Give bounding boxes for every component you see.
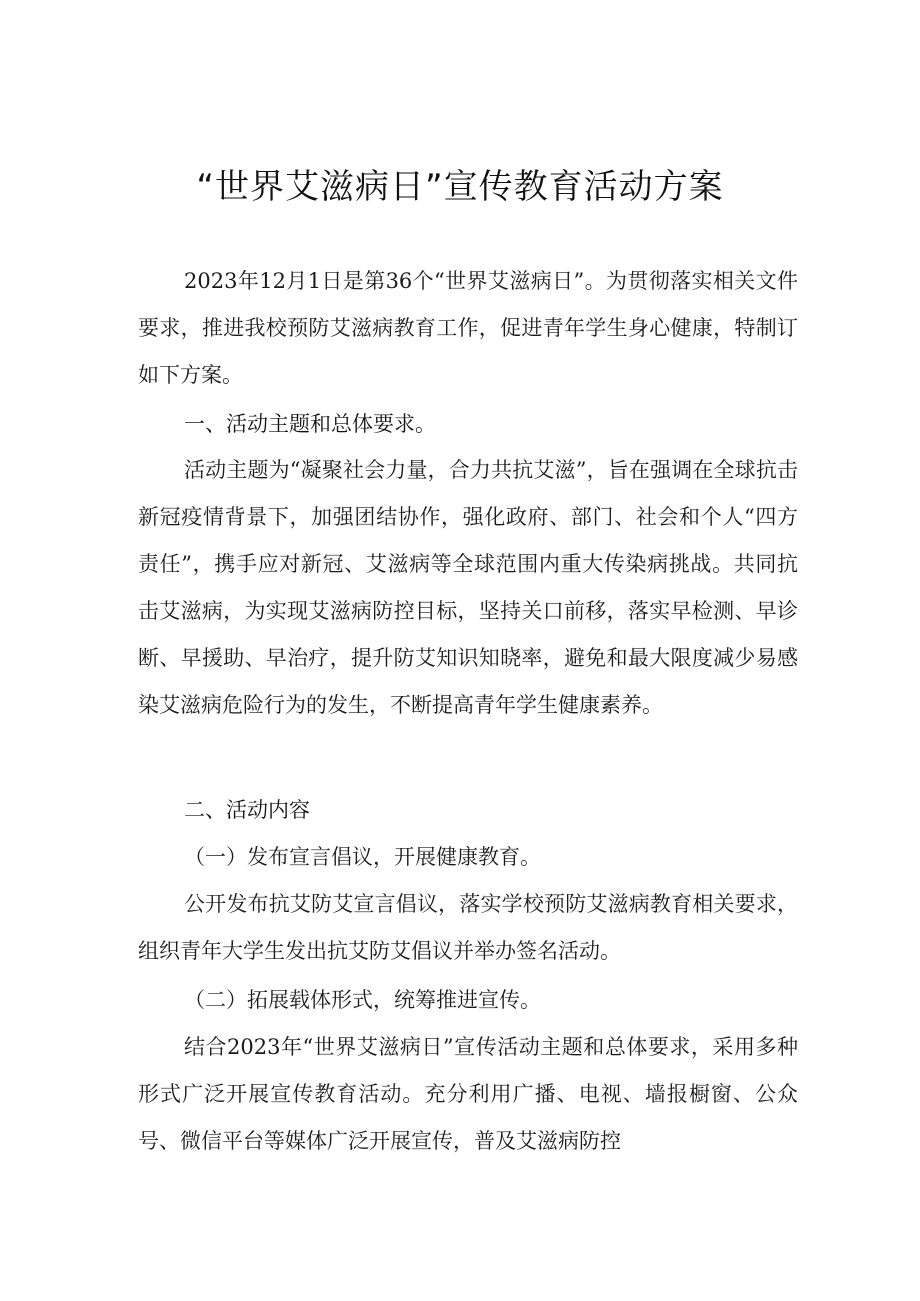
- subsection1-heading: （一）发布宣言倡议，开展健康教育。: [184, 845, 541, 869]
- section2-heading: 二、活动内容: [184, 798, 310, 822]
- subsection1-paragraph: 公开发布抗艾防艾宣言倡议，落实学校预防艾滋病教育相关要求，组织青年大学生发出抗艾防艾倡议并举办签名活动。: [138, 892, 798, 963]
- section1-heading: 一、活动主题和总体要求。: [184, 412, 436, 436]
- section1-paragraph: 活动主题为“凝聚社会力量，合力共抗艾滋”，旨在强调在全球抗击新冠疫情背景下，加强团结协作，强化政府、部门、社会和个人“四方责任”，携手应对新冠、艾滋病等全球范围内重大传染病挑战。共同抗击艾滋病，为实现艾滋病防控目标，坚持关口前移，落实早检测、早诊断、早援助、早治疗，提升防艾知识知晓率，避免和最大限度减少易感染艾滋病危险行为的发生，不断提高青年学生健康素养。: [138, 458, 798, 717]
- subsection2-heading: （二）拓展载体形式，统筹推进宣传。: [184, 988, 541, 1012]
- document-title: “世界艾滋病日”宣传教育活动方案: [196, 167, 724, 207]
- subsection2-paragraph: 结合2023年“世界艾滋病日”宣传活动主题和总体要求，采用多种形式广泛开展宣传教育活动。充分利用广播、电视、墙报橱窗、公众号、微信平台等媒体广泛开展宣传，普及艾滋病防控: [138, 1035, 798, 1153]
- intro-paragraph: 2023年12月1日是第36个“世界艾滋病日”。为贯彻落实相关文件要求，推进我校预防艾滋病教育工作，促进青年学生身心健康，特制订如下方案。: [138, 269, 798, 387]
